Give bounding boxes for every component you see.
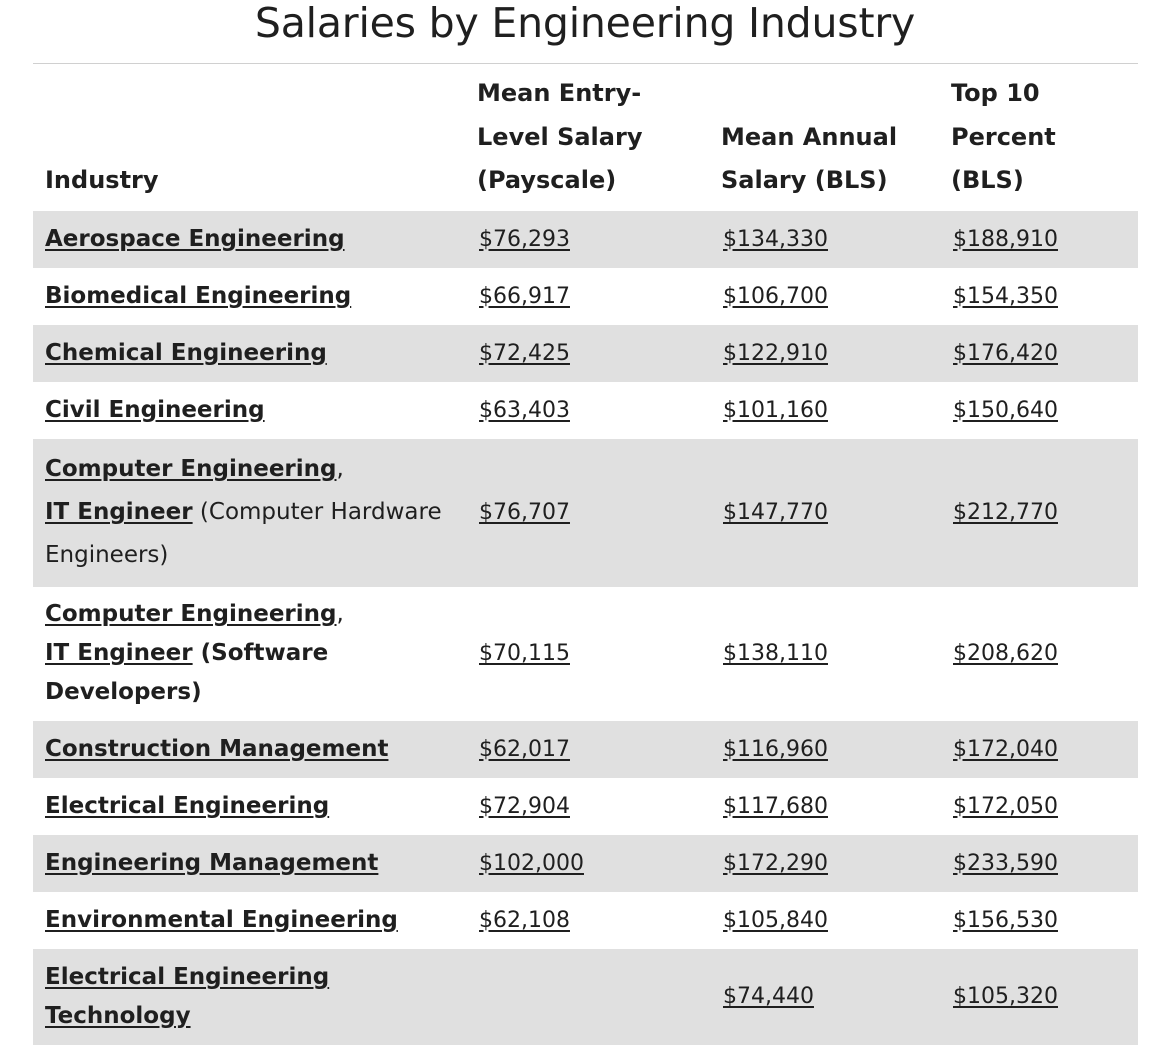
header-entry-line3: (Payscale) bbox=[477, 166, 617, 194]
top-ten-cell bbox=[939, 439, 1138, 587]
header-annual-line2: Salary (BLS) bbox=[721, 166, 888, 194]
table-header bbox=[33, 64, 1138, 211]
entry-salary-link[interactable]: $62,108 bbox=[479, 907, 570, 933]
entry-salary-cell bbox=[465, 892, 709, 949]
annual-salary-link[interactable]: $172,290 bbox=[723, 850, 828, 876]
industry-cell bbox=[33, 949, 465, 1045]
annual-salary-cell bbox=[709, 439, 939, 587]
industry-link[interactable]: Electrical Engineering Technology bbox=[45, 963, 330, 1029]
top-ten-link[interactable]: $176,420 bbox=[953, 340, 1058, 366]
header-industry bbox=[33, 64, 465, 211]
annual-salary-link[interactable]: $147,770 bbox=[723, 500, 828, 525]
table-row bbox=[33, 268, 1138, 325]
annual-salary-link[interactable]: $134,330 bbox=[723, 226, 828, 252]
entry-salary-link[interactable]: $63,403 bbox=[479, 397, 570, 423]
annual-salary-cell bbox=[709, 721, 939, 778]
industry-link[interactable]: Civil Engineering bbox=[45, 396, 265, 423]
industry-link[interactable]: Construction Management bbox=[45, 735, 389, 762]
industry-link[interactable]: Engineering Management bbox=[45, 849, 379, 876]
top-ten-cell bbox=[939, 721, 1138, 778]
entry-salary-cell bbox=[465, 211, 709, 268]
top-ten-link[interactable]: $154,350 bbox=[953, 283, 1058, 309]
header-top-line1: Top 10 bbox=[951, 79, 1040, 107]
top-ten-cell bbox=[939, 949, 1138, 1045]
annual-salary-cell bbox=[709, 211, 939, 268]
industry-cell bbox=[33, 778, 465, 835]
table-body bbox=[33, 211, 1138, 1045]
top-ten-cell bbox=[939, 835, 1138, 892]
top-ten-cell bbox=[939, 778, 1138, 835]
entry-salary-link[interactable]: $70,115 bbox=[479, 641, 570, 666]
annual-salary-cell bbox=[709, 835, 939, 892]
annual-salary-link[interactable]: $122,910 bbox=[723, 340, 828, 366]
entry-salary-cell bbox=[465, 439, 709, 587]
entry-salary-cell bbox=[465, 721, 709, 778]
industry-cell bbox=[33, 892, 465, 949]
annual-salary-cell bbox=[709, 892, 939, 949]
industry-link[interactable]: Environmental Engineering bbox=[45, 906, 398, 933]
annual-salary-cell bbox=[709, 778, 939, 835]
header-entry-line2: Level Salary bbox=[477, 122, 643, 151]
annual-salary-link[interactable]: $117,680 bbox=[723, 793, 828, 819]
top-ten-link[interactable]: $172,050 bbox=[953, 793, 1058, 819]
table-row bbox=[33, 949, 1138, 1045]
header-row bbox=[33, 64, 1138, 211]
entry-salary-cell bbox=[465, 382, 709, 439]
entry-salary-cell bbox=[465, 835, 709, 892]
industry-link[interactable]: Computer Engineering bbox=[45, 456, 337, 482]
top-ten-link[interactable]: $105,320 bbox=[953, 984, 1058, 1009]
top-ten-cell bbox=[939, 382, 1138, 439]
entry-salary-cell bbox=[465, 587, 709, 721]
top-ten-link[interactable]: $233,590 bbox=[953, 850, 1058, 876]
salary-table bbox=[33, 64, 1138, 1045]
table-row bbox=[33, 325, 1138, 382]
table-row bbox=[33, 382, 1138, 439]
table-row bbox=[33, 778, 1138, 835]
entry-salary-cell bbox=[465, 325, 709, 382]
industry-cell bbox=[33, 439, 465, 587]
table-row bbox=[33, 587, 1138, 721]
top-ten-cell bbox=[939, 268, 1138, 325]
industry-cell bbox=[33, 587, 465, 721]
top-ten-link[interactable]: $188,910 bbox=[953, 226, 1058, 252]
header-annual-line1: Mean Annual bbox=[721, 122, 898, 151]
industry-link[interactable]: Electrical Engineering bbox=[45, 792, 330, 819]
header-industry-label: Industry bbox=[45, 166, 159, 194]
industry-link[interactable]: Aerospace Engineering bbox=[45, 225, 345, 252]
industry-cell bbox=[33, 325, 465, 382]
entry-salary-link[interactable]: $62,017 bbox=[479, 736, 570, 762]
industry-link[interactable]: Chemical Engineering bbox=[45, 339, 327, 366]
entry-salary-cell bbox=[465, 949, 709, 1045]
entry-salary-link[interactable]: $76,293 bbox=[479, 226, 570, 252]
top-ten-link[interactable]: $150,640 bbox=[953, 397, 1058, 423]
annual-salary-link[interactable]: $116,960 bbox=[723, 736, 828, 762]
table-row bbox=[33, 721, 1138, 778]
top-ten-cell bbox=[939, 587, 1138, 721]
annual-salary-link[interactable]: $138,110 bbox=[723, 641, 828, 666]
annual-salary-cell bbox=[709, 268, 939, 325]
header-top-line3: (BLS) bbox=[951, 166, 1024, 194]
page-title: Salaries by Engineering Industry bbox=[254, 0, 916, 47]
entry-salary-cell bbox=[465, 778, 709, 835]
entry-salary-link[interactable]: $76,707 bbox=[479, 500, 570, 525]
annual-salary-cell bbox=[709, 587, 939, 721]
annual-salary-cell bbox=[709, 325, 939, 382]
top-ten-link[interactable]: $156,530 bbox=[953, 907, 1058, 933]
annual-salary-link[interactable]: $101,160 bbox=[723, 397, 828, 423]
annual-salary-link[interactable]: $106,700 bbox=[723, 283, 828, 309]
industry-cell bbox=[33, 211, 465, 268]
industry-cell bbox=[33, 382, 465, 439]
industry-link-secondary[interactable]: IT Engineer bbox=[45, 499, 193, 525]
annual-salary-cell bbox=[709, 949, 939, 1045]
top-ten-cell bbox=[939, 892, 1138, 949]
industry-link[interactable]: Biomedical Engineering bbox=[45, 282, 352, 309]
entry-salary-link[interactable]: $66,917 bbox=[479, 283, 570, 309]
top-ten-cell bbox=[939, 211, 1138, 268]
industry-cell bbox=[33, 835, 465, 892]
industry-note: (Software Developers) bbox=[45, 640, 329, 705]
header-top-ten bbox=[939, 64, 1138, 211]
entry-salary-cell bbox=[465, 268, 709, 325]
header-annual-salary bbox=[709, 64, 939, 211]
top-ten-link[interactable]: $208,620 bbox=[953, 641, 1058, 666]
annual-salary-link[interactable]: $74,440 bbox=[723, 984, 814, 1009]
table-row bbox=[33, 439, 1138, 587]
header-top-line2: Percent bbox=[951, 122, 1056, 151]
industry-link[interactable]: Computer Engineering bbox=[45, 601, 337, 627]
top-ten-link[interactable]: $172,040 bbox=[953, 736, 1058, 762]
industry-cell bbox=[33, 268, 465, 325]
header-entry-salary bbox=[465, 64, 709, 211]
table-row bbox=[33, 211, 1138, 268]
entry-salary-link[interactable]: $102,000 bbox=[479, 850, 584, 876]
industry-separator: , bbox=[336, 601, 344, 627]
table-row bbox=[33, 892, 1138, 949]
annual-salary-cell bbox=[709, 382, 939, 439]
header-entry-line1: Mean Entry- bbox=[477, 79, 642, 107]
top-ten-link[interactable]: $212,770 bbox=[953, 500, 1058, 525]
industry-note: (Computer Hardware Engineers) bbox=[45, 499, 442, 568]
table-row bbox=[33, 835, 1138, 892]
industry-separator: , bbox=[336, 456, 344, 482]
industry-link-secondary[interactable]: IT Engineer bbox=[45, 640, 193, 666]
entry-salary-link[interactable]: $72,904 bbox=[479, 793, 570, 819]
entry-salary-link[interactable]: $72,425 bbox=[479, 340, 570, 366]
annual-salary-link[interactable]: $105,840 bbox=[723, 907, 828, 933]
industry-cell bbox=[33, 721, 465, 778]
top-ten-cell bbox=[939, 325, 1138, 382]
